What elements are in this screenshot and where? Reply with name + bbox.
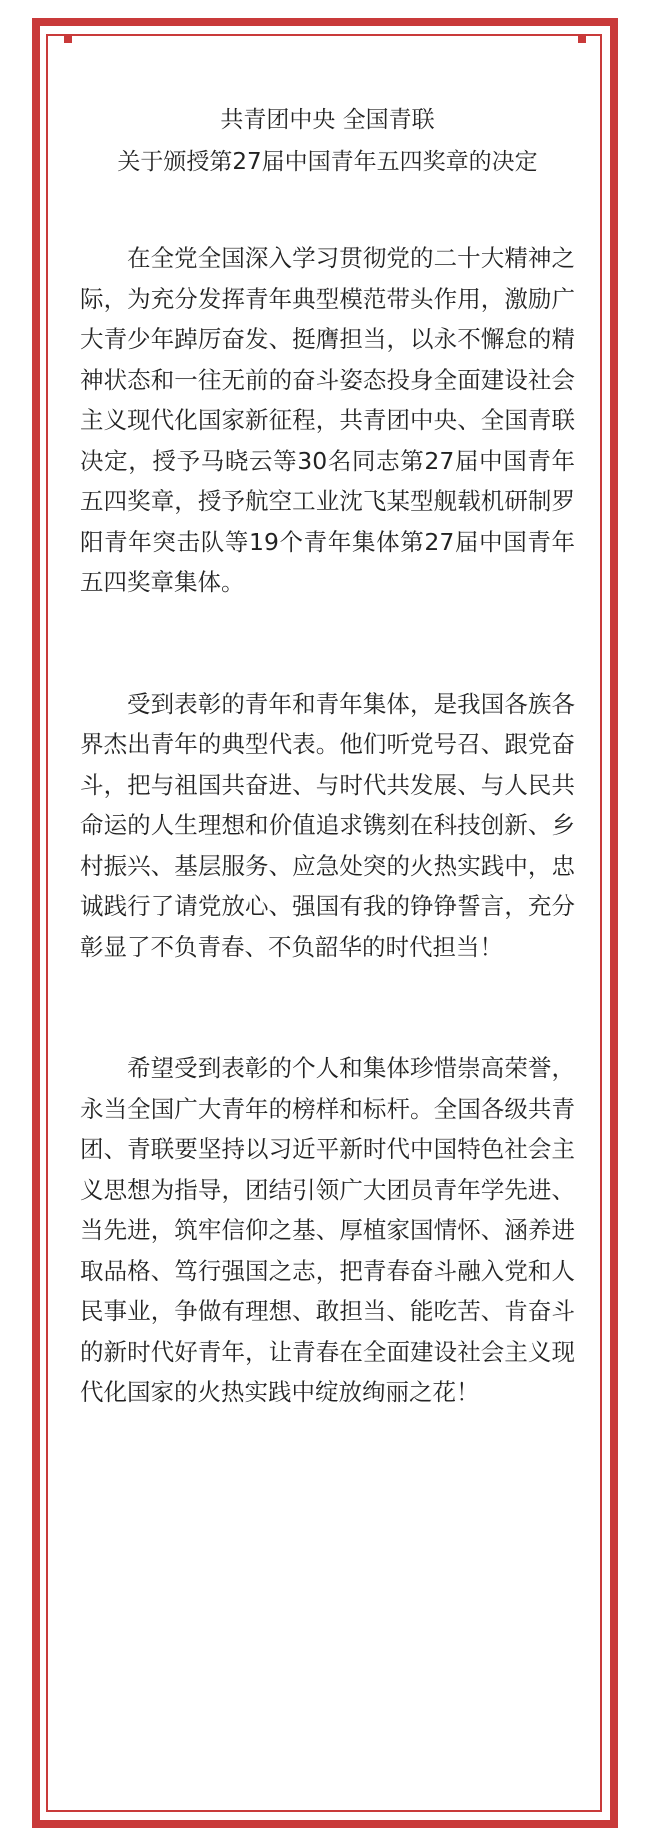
paragraph-expectations: 希望受到表彰的个人和集体珍惜崇高荣誉，永当全国广大青年的榜样和标杆。全国各级共青团、青联要坚持以习近平新时代中国特色社会主义思想为指导，团结引领广大团员青年学先进、当先进，筑牢信仰之基、厚植家国情怀、涵养进取品格、笃行强国之志，把青春奋斗融入党和人民事业，争做有理想、敢担当、能吃苦、肯奋斗的新时代好青年，让青春在全面建设社会主义现代化国家的火热实践中绽放绚丽之花！ [80, 1054, 575, 1406]
document-heading-issuer: 共青团中央 全国青联 [220, 107, 435, 133]
paragraph-honorees: 受到表彰的青年和青年集体，是我国各族各界杰出青年的典型代表。他们听党号召、跟党奋斗，把与祖国共奋进、与时代共发展、与人民共命运的人生理想和价值追求镌刻在科技创新、乡村振兴、基层服务、应急处突的火热实践中，忠诚践行了请党放心、强国有我的铮铮誓言，充分彰显了不负青春、不负韶华的时代担当！ [80, 689, 575, 961]
document-body [80, 100, 575, 1413]
document-heading-title: 关于颁授第27届中国青年五四奖章的决定 [117, 149, 538, 175]
paragraph-decision: 在全党全国深入学习贯彻党的二十大精神之际，为充分发挥青年典型模范带头作用，激励广大青少年踔厉奋发、挺膺担当，以永不懈怠的精神状态和一往无前的奋斗姿态投身全面建设社会主义现代化国家新征程，共青团中央、全国青联决定，授予马晓云等30名同志第27届中国青年五四奖章，授予航空工业沈飞某型舰载机研制罗阳青年突击队等19个青年集体第27届中国青年五四奖章集体。 [80, 244, 575, 596]
corner-ornament-left [64, 35, 72, 43]
corner-ornament-right [578, 35, 586, 43]
